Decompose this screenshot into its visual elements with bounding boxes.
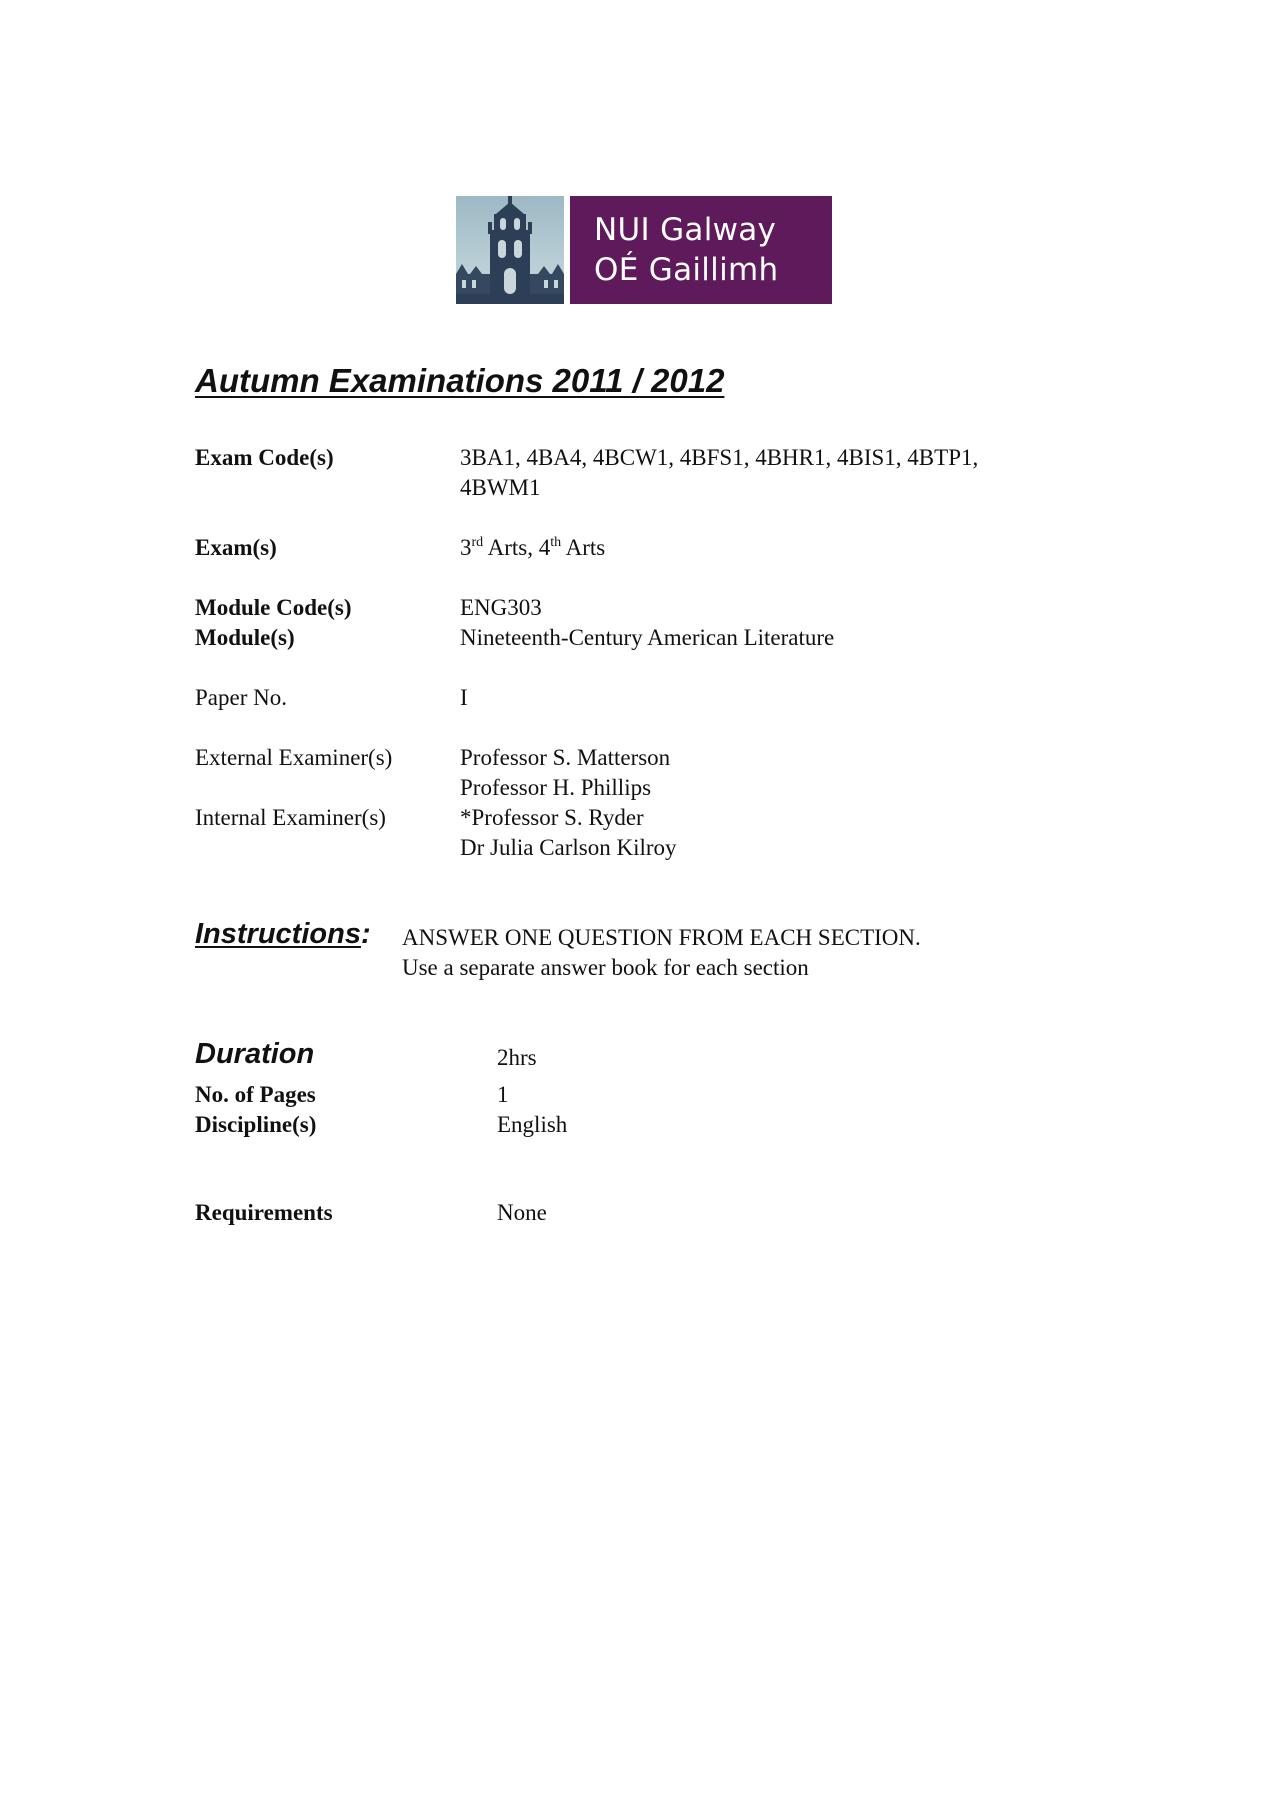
external-examiner-name: Professor H. Phillips [460,775,652,800]
duration-heading: Duration [195,1038,315,1070]
quadrangle-tower-icon [456,196,564,304]
paper-no-label: Paper No. [195,685,287,710]
internal-examiner-name: *Professor S. Ryder [460,805,644,830]
pages-label: No. of Pages [195,1082,316,1107]
logo-name-english: NUI Galway [594,212,777,248]
instructions-line2: Use a separate answer book for each section [402,955,809,980]
paper-no-value: I [460,685,468,710]
exams-value: 3rd Arts, 4th Arts [460,535,606,560]
module-codes-label: Module Code(s) [195,595,352,620]
exam-codes-value-line1: 3BA1, 4BA4, 4BCW1, 4BFS1, 4BHR1, 4BIS1, 4BTP1, [460,445,979,470]
logo-name-irish: OÉ Gaillimh [594,252,779,288]
university-logo [456,196,832,304]
external-examiners-label: External Examiner(s) [195,745,393,770]
duration-value: 2hrs [497,1045,537,1070]
modules-label: Module(s) [195,625,295,650]
requirements-label: Requirements [195,1200,333,1225]
disciplines-value: English [497,1112,568,1137]
pages-value: 1 [497,1082,509,1107]
requirements-value: None [497,1200,547,1225]
exam-codes-label: Exam Code(s) [195,445,334,470]
tower-crest-icon [456,196,564,304]
modules-value: Nineteenth-Century American Literature [460,625,835,650]
exams-label: Exam(s) [195,535,277,560]
module-codes-value: ENG303 [460,595,542,620]
instructions-heading: Instructions: [195,918,371,950]
disciplines-label: Discipline(s) [195,1112,317,1137]
page-title: Autumn Examinations 2011 / 2012 [195,362,725,399]
exam-codes-value-line2: 4BWM1 [460,475,541,500]
internal-examiners-label: Internal Examiner(s) [195,805,386,830]
external-examiner-name: Professor S. Matterson [460,745,671,770]
internal-examiner-name: Dr Julia Carlson Kilroy [460,835,677,860]
instructions-line1: ANSWER ONE QUESTION FROM EACH SECTION. [402,925,921,950]
logo-wordmark [570,196,832,304]
